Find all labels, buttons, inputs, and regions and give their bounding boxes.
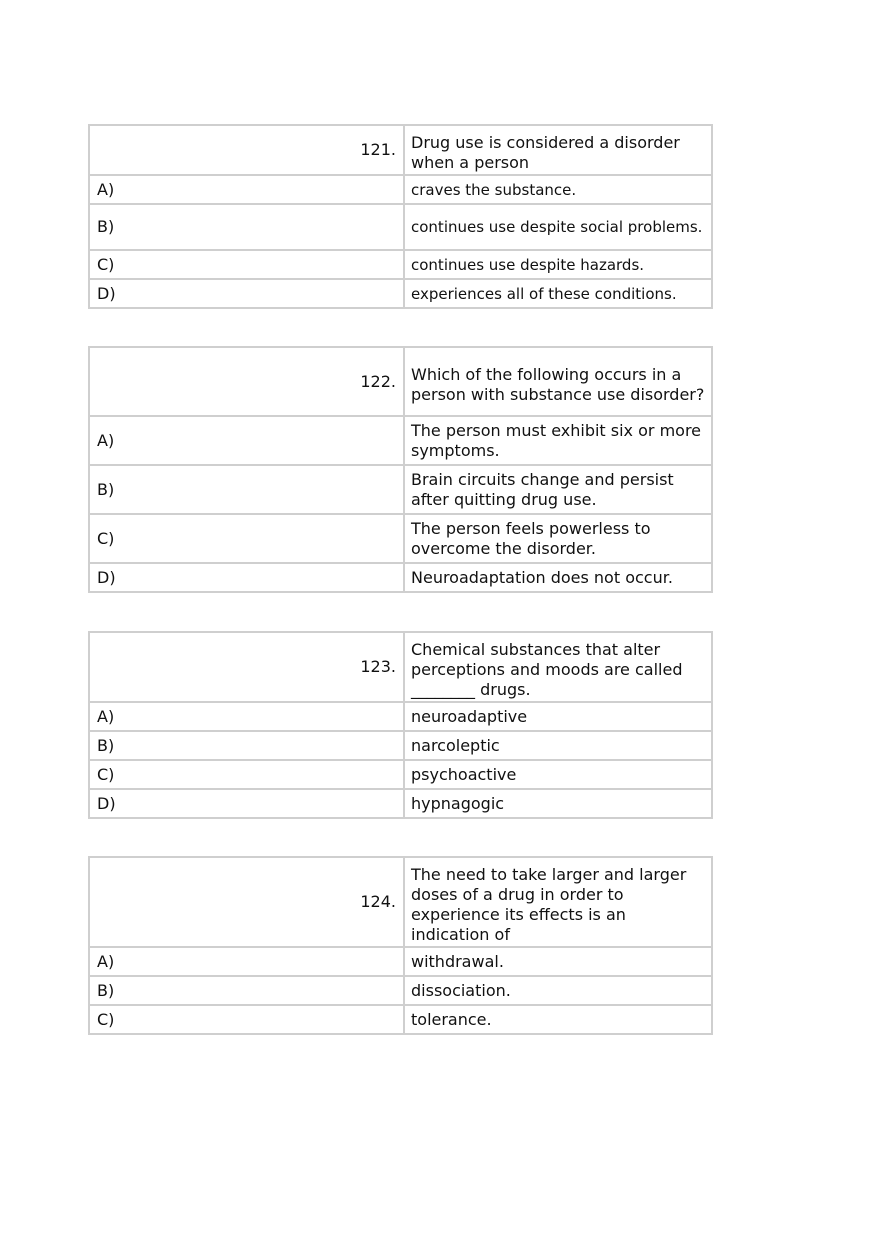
option-text: Brain circuits change and persist after quitting drug use. — [404, 465, 712, 514]
option-letter: A) — [89, 416, 404, 465]
question-text: The need to take larger and larger doses of a drug in order to experience its effects is an indication of — [404, 857, 712, 947]
question-table-123 — [88, 631, 713, 819]
option-letter: B) — [89, 976, 404, 1005]
option-row — [89, 416, 712, 465]
question-row — [89, 347, 712, 416]
option-text: continues use despite hazards. — [404, 250, 712, 279]
option-row — [89, 279, 712, 308]
option-text: dissociation. — [404, 976, 712, 1005]
option-row — [89, 976, 712, 1005]
option-row — [89, 702, 712, 731]
option-text: craves the substance. — [404, 175, 712, 204]
option-row — [89, 563, 712, 592]
option-row — [89, 760, 712, 789]
option-letter: D) — [89, 279, 404, 308]
option-text: experiences all of these conditions. — [404, 279, 712, 308]
option-letter: B) — [89, 204, 404, 250]
question-number: 124. — [89, 857, 404, 947]
question-text: Drug use is considered a disorder when a person — [404, 125, 712, 175]
option-row — [89, 514, 712, 563]
option-letter: C) — [89, 1005, 404, 1034]
option-letter: B) — [89, 731, 404, 760]
question-number: 121. — [89, 125, 404, 175]
option-row — [89, 947, 712, 976]
option-letter: C) — [89, 514, 404, 563]
option-row — [89, 250, 712, 279]
question-table-122 — [88, 346, 713, 593]
option-letter: B) — [89, 465, 404, 514]
option-text: The person feels powerless to overcome the disorder. — [404, 514, 712, 563]
option-text: Neuroadaptation does not occur. — [404, 563, 712, 592]
question-text: Chemical substances that alter perceptions and moods are called ________ drugs. — [404, 632, 712, 702]
option-letter: A) — [89, 702, 404, 731]
option-letter: D) — [89, 563, 404, 592]
option-text: The person must exhibit six or more symptoms. — [404, 416, 712, 465]
option-row — [89, 204, 712, 250]
option-letter: D) — [89, 789, 404, 818]
option-text: narcoleptic — [404, 731, 712, 760]
option-text: psychoactive — [404, 760, 712, 789]
question-number: 122. — [89, 347, 404, 416]
option-row — [89, 1005, 712, 1034]
question-table-124 — [88, 856, 713, 1035]
option-text: tolerance. — [404, 1005, 712, 1034]
option-row — [89, 789, 712, 818]
question-text: Which of the following occurs in a person with substance use disorder? — [404, 347, 712, 416]
option-letter: A) — [89, 175, 404, 204]
option-letter: A) — [89, 947, 404, 976]
question-number: 123. — [89, 632, 404, 702]
option-text: neuroadaptive — [404, 702, 712, 731]
question-table-121 — [88, 124, 713, 309]
question-row — [89, 857, 712, 947]
option-letter: C) — [89, 250, 404, 279]
question-row — [89, 632, 712, 702]
option-row — [89, 731, 712, 760]
option-row — [89, 175, 712, 204]
option-text: withdrawal. — [404, 947, 712, 976]
option-row — [89, 465, 712, 514]
option-letter: C) — [89, 760, 404, 789]
question-row — [89, 125, 712, 175]
option-text: continues use despite social problems. — [404, 204, 712, 250]
option-text: hypnagogic — [404, 789, 712, 818]
